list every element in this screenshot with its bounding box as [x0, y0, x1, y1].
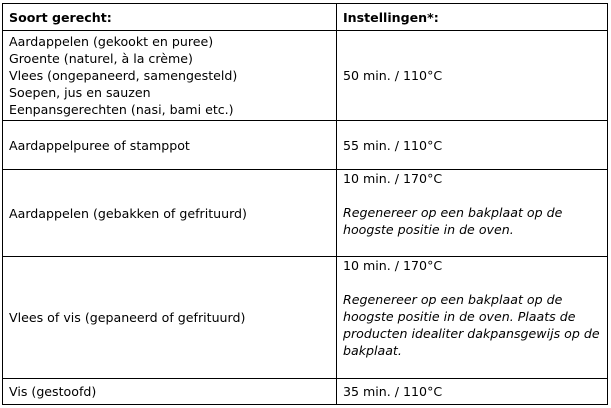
dish-cell	[3, 31, 337, 121]
dish-line: Soepen, jus en sauzen	[9, 85, 151, 100]
table-row	[3, 257, 608, 379]
setting-note: Regenereer op een bakplaat op de hoogste positie in de oven. Plaats de producten idealiter dakpansgewijs op de bakplaat.	[343, 292, 600, 358]
table-row	[3, 170, 608, 257]
setting-cell: 55 min. / 110°C	[337, 121, 608, 170]
header-dish-type: Soort gerecht:	[3, 4, 337, 31]
dish-cell: Vis (gestoofd)	[3, 379, 337, 405]
dish-line: Groente (naturel, à la crème)	[9, 51, 193, 66]
setting-cell	[337, 170, 608, 257]
table-row	[3, 379, 608, 405]
setting-value: 10 min. / 170°C	[343, 258, 443, 273]
header-settings: Instellingen*:	[337, 4, 608, 31]
dish-cell: Aardappelen (gebakken of gefrituurd)	[3, 170, 337, 257]
setting-cell	[337, 257, 608, 379]
dish-line: Vlees (ongepaneerd, samengesteld)	[9, 68, 238, 83]
setting-cell: 35 min. / 110°C	[337, 379, 608, 405]
dish-cell: Aardappelpuree of stamppot	[3, 121, 337, 170]
setting-cell: 50 min. / 110°C	[337, 31, 608, 121]
settings-table	[2, 3, 608, 405]
dish-line: Eenpansgerechten (nasi, bami etc.)	[9, 102, 234, 117]
dish-cell: Vlees of vis (gepaneerd of gefrituurd)	[3, 257, 337, 379]
table-header-row	[3, 4, 608, 31]
table-row	[3, 121, 608, 170]
setting-note: Regenereer op een bakplaat op de hoogste positie in de oven.	[343, 205, 563, 237]
table-row	[3, 31, 608, 121]
setting-value: 10 min. / 170°C	[343, 171, 443, 186]
dish-line: Aardappelen (gekookt en puree)	[9, 34, 214, 49]
